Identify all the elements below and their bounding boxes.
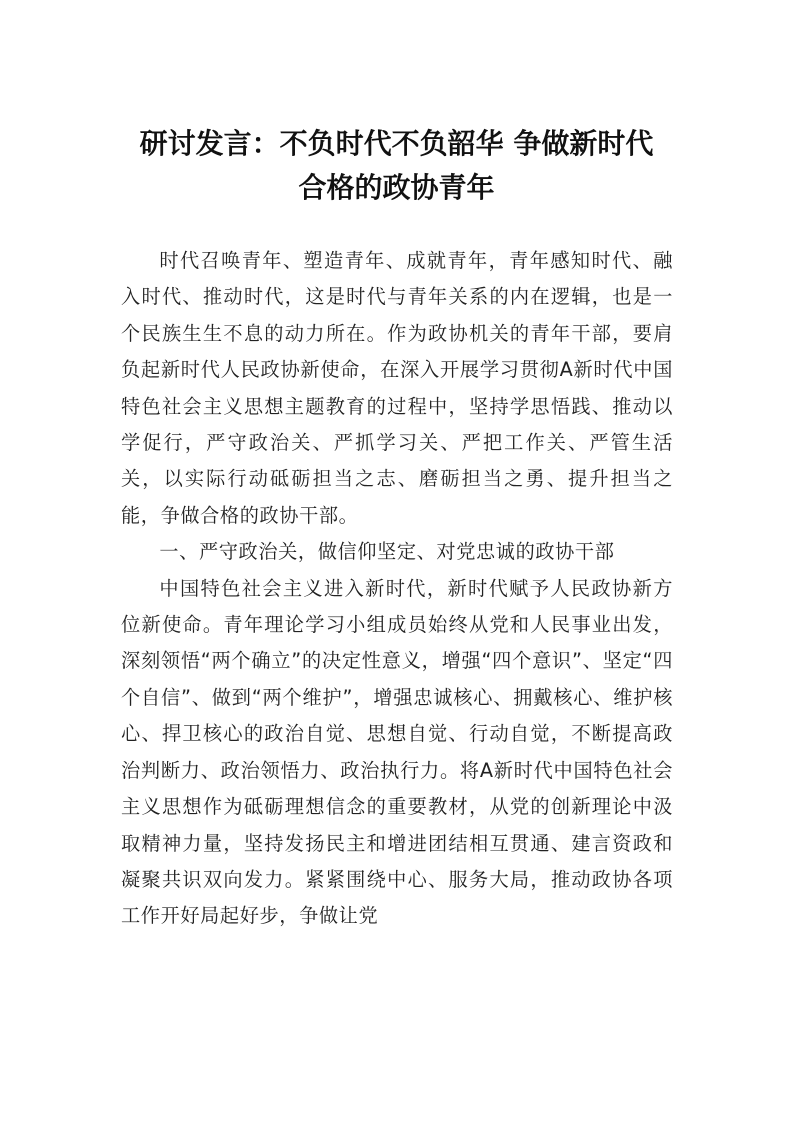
paragraph-section-1: 中国特色社会主义进入新时代，新时代赋予人民政协新方位新使命。青年理论学习小组成员始终从党和人民事业出发，深刻领悟“两个确立”的决定性意义，增强“四个意识”、坚定“四个自信”、做到“两个维护”，增强忠诚核心、拥戴核心、维护核心、捍卫核心的政治自觉、思想自觉、行动自觉，不断提高政治判断力、政治领悟力、政治执行力。将A新时代中国特色社会主义思想作为砥砺理想信念的重要教材，从党的创新理论中汲取精神力量，坚持发扬民主和增进团结相互贯通、建言资政和凝聚共识双向发力。紧紧围绕中心、服务大局，推动政协各项工作开好局起好步，争做让党 [121,576,673,928]
document-body [121,243,673,935]
paragraph-intro: 时代召唤青年、塑造青年、成就青年，青年感知时代、融入时代、推动时代，这是时代与青年关系的内在逻辑，也是一个民族生生不息的动力所在。作为政协机关的青年干部，要肩负起新时代人民政协新使命，在深入开展学习贯彻A新时代中国特色社会主义思想主题教育的过程中，坚持学思悟践、推动以学促行，严守政治关、严抓学习关、严把工作关、严管生活关，以实际行动砥砺担当之志、磨砺担当之勇、提升担当之能，争做合格的政协干部。 [121,249,673,527]
title-line-2: 合格的政协青年 [298,171,495,204]
section-heading-1: 一、严守政治关，做信仰坚定、对党忠诚的政协干部 [159,540,615,564]
title-line-1: 研讨发言：不负时代不负韶华 争做新时代 [139,127,654,160]
document-title [0,122,793,210]
